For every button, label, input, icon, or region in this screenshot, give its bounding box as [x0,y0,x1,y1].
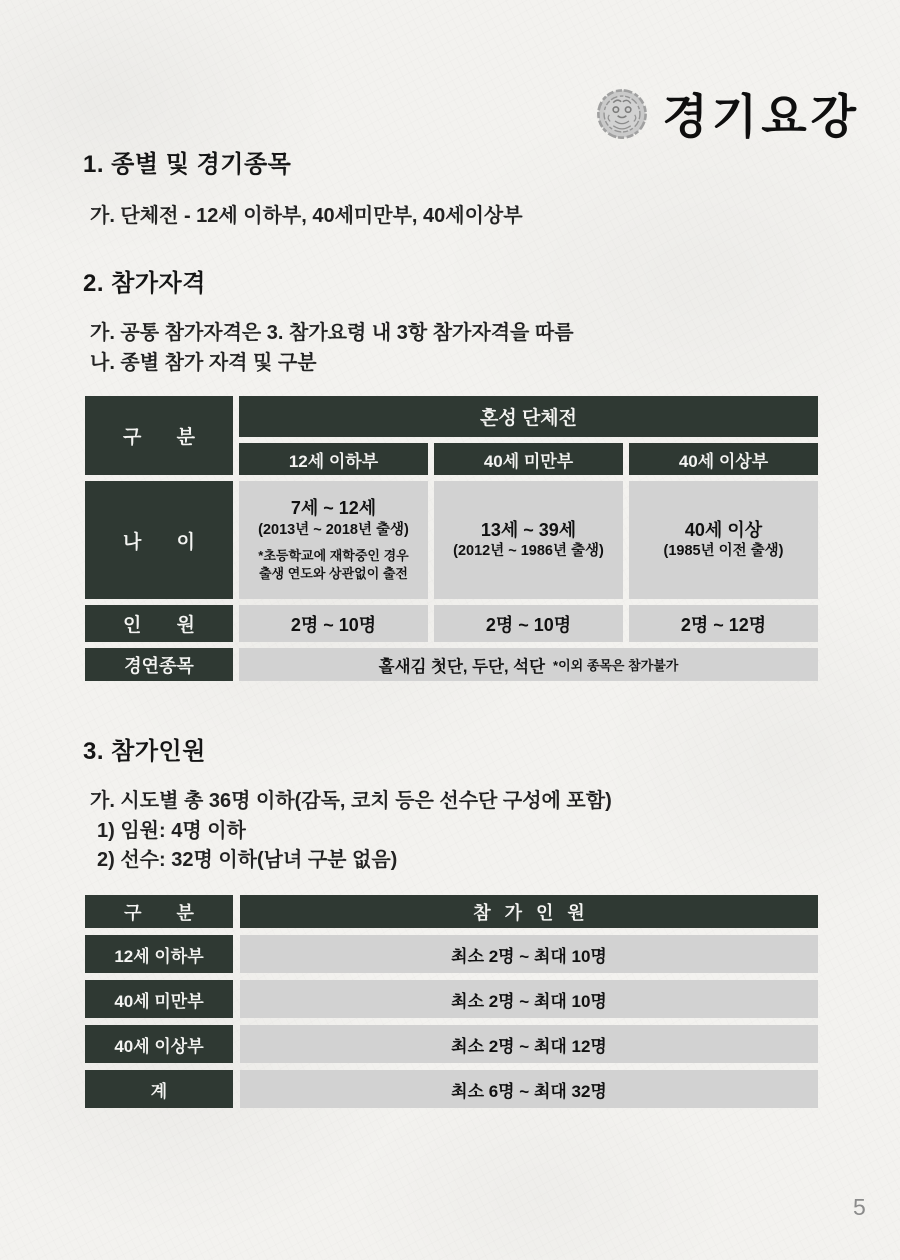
age-range: 13세 ~ 39세 [480,520,577,541]
section-1-heading: 1. 종별 및 경기종목 [83,151,292,178]
participants-header-value: 참 가 인 원 [240,895,818,928]
age-cell-under12 [239,481,428,599]
count-cell-under40: 2명 ~ 10명 [434,605,623,642]
eligibility-table [85,396,818,681]
count-cell-over40: 2명 ~ 12명 [629,605,818,642]
section-1-line-1: 가. 단체전 - 12세 이하부, 40세미만부, 40세이상부 [90,205,523,227]
participants-row-label: 40세 미만부 [85,980,233,1018]
section-3-heading: 3. 참가인원 [83,738,206,765]
participants-row-label: 12세 이하부 [85,935,233,973]
events-row-label: 경연종목 [85,648,233,681]
participants-row-label: 40세 이상부 [85,1025,233,1063]
eligibility-col-header-under12: 12세 이하부 [239,443,428,475]
section-2-line-2: 나. 종별 참가 자격 및 구분 [90,352,317,374]
age-cell-under40 [434,481,623,599]
participants-row-value: 최소 2명 ~ 최대 10명 [240,935,818,973]
age-cell-over40 [629,481,818,599]
age-range: 40세 이상 [684,520,763,541]
section-2-heading: 2. 참가자격 [83,270,206,297]
events-cell [239,648,818,681]
age-range: 7세 ~ 12세 [290,498,377,519]
eligibility-col-header-under40: 40세 미만부 [434,443,623,475]
section-3-line-3: 2) 선수: 32명 이하(남녀 구분 없음) [97,849,398,871]
page-number: 5 [853,1194,866,1220]
participants-header-label: 구 분 [85,895,233,928]
events-note: *이외 종목은 참가불가 [553,658,679,673]
birth-year-range: (1985년 이전 출생) [663,543,784,560]
birth-year-range: (2013년 ~ 2018년 출생) [258,521,409,538]
count-cell-under12: 2명 ~ 10명 [239,605,428,642]
participants-row-value: 최소 6명 ~ 최대 32명 [240,1070,818,1108]
page-title: 경기요강 [662,90,860,145]
section-3-line-2: 1) 임원: 4명 이하 [97,820,246,842]
age-row-label: 나 이 [85,481,233,599]
page-header [594,80,860,147]
seal-stamp-icon [594,85,650,143]
participants-row-label: 계 [85,1070,233,1108]
age-note-line-1: *초등학교에 재학중인 경우 [258,548,409,564]
eligibility-group-header: 혼성 단체전 [239,396,818,437]
age-note-line-2: 출생 연도와 상관없이 출전 [259,566,408,582]
participants-row-value: 최소 2명 ~ 최대 10명 [240,980,818,1018]
eligibility-corner-label: 구 분 [85,396,233,475]
participants-row-value: 최소 2명 ~ 최대 12명 [240,1025,818,1063]
section-2-line-1: 가. 공통 참가자격은 3. 참가요령 내 3항 참가자격을 따름 [90,322,574,344]
participants-table [85,895,818,1108]
eligibility-col-header-over40: 40세 이상부 [629,443,818,475]
count-row-label: 인 원 [85,605,233,642]
birth-year-range: (2012년 ~ 1986년 출생) [453,543,604,560]
section-3-line-1: 가. 시도별 총 36명 이하(감독, 코치 등은 선수단 구성에 포함) [90,790,612,812]
events-list: 홀새김 첫단, 두단, 석단 [378,657,546,676]
